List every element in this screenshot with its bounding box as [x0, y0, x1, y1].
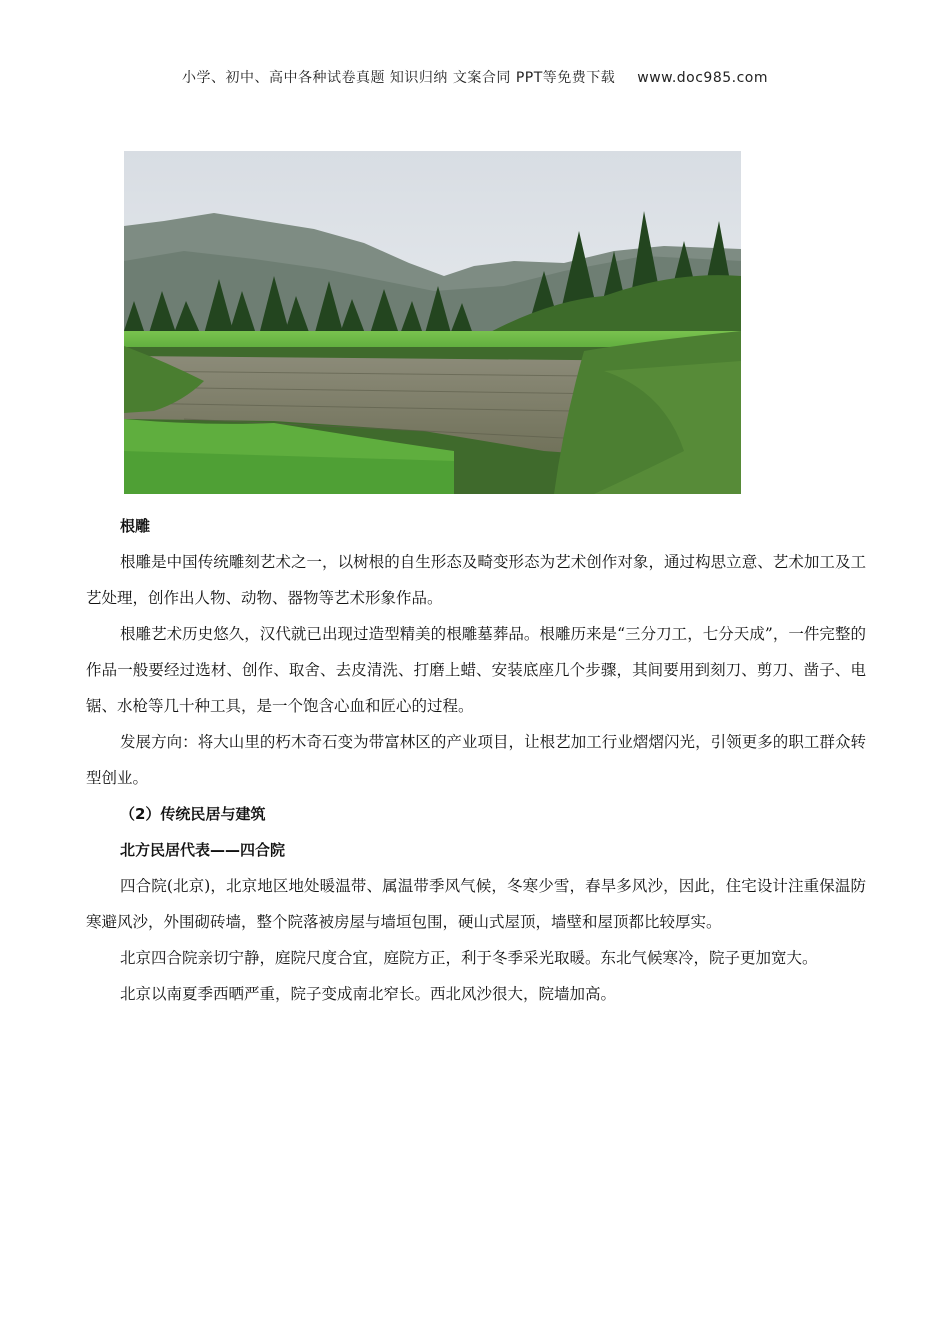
paragraph: 北京四合院亲切宁静，庭院尺度合宜，庭院方正，利于冬季采光取暖。东北气候寒冷，院子更加宽大。	[120, 949, 818, 967]
page-header	[0, 67, 950, 87]
paragraph: 四合院(北京)，北京地区地处暖温带、属温带季风气候，冬寒少雪，春旱多风沙，因此，住宅设计注重保温防寒避风沙，外围砌砖墙，整个院落被房屋与墙垣包围，硬山式屋顶，墙壁和屋顶都比较厚实。	[86, 877, 866, 931]
landscape-photo	[124, 151, 741, 494]
subheading-siheyuan: 北方民居代表——四合院	[120, 841, 286, 859]
paragraph: 根雕是中国传统雕刻艺术之一，以树根的自生形态及畸变形态为艺术创作对象，通过构思立意、艺术加工及工艺处理，创作出人物、动物、器物等艺术形象作品。	[86, 553, 866, 607]
header-url[interactable]: www.doc985.com	[637, 70, 769, 86]
header-text: 小学、初中、高中各种试卷真题 知识归纳 文案合同 PPT等免费下载	[181, 70, 616, 86]
document-body	[86, 508, 866, 1012]
paragraph: 发展方向：将大山里的朽木奇石变为带富林区的产业项目，让根艺加工行业熠熠闪光，引领更多的职工群众转型创业。	[86, 733, 866, 787]
paragraph: 北京以南夏季西晒严重，院子变成南北窄长。西北风沙很大，院墙加高。	[120, 985, 617, 1003]
section-heading-genbiao: 根雕	[120, 517, 151, 535]
section-heading-minju: （2）传统民居与建筑	[120, 805, 266, 823]
paragraph: 根雕艺术历史悠久，汉代就已出现过造型精美的根雕墓葬品。根雕历来是“三分刀工，七分天成”，一件完整的作品一般要经过选材、创作、取舍、去皮清洗、打磨上蜡、安装底座几个步骤，其间要用到刻刀、剪刀、凿子、电锯、水枪等几十种工具，是一个饱含心血和匠心的过程。	[86, 625, 866, 715]
